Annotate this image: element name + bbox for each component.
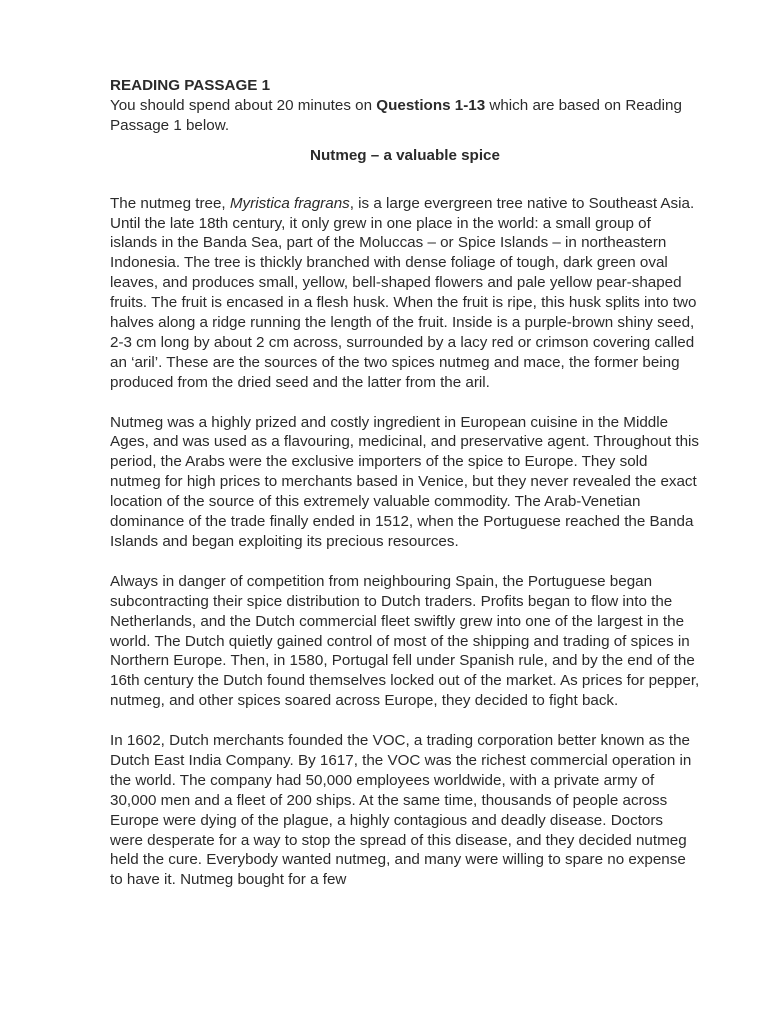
paragraph-1-start: The nutmeg tree, (110, 194, 230, 212)
paragraph-1-rest: , is a large evergreen tree native to Southeast Asia. Until the late 18th century, it only grew in one place in the world: a small group of islands in the Banda Sea, part of the Moluccas – or Spice Islands – in northeastern Indonesia. The tree is thickly branched with dense foliage of tough, dark green oval leaves, and produces small, yellow, bell-shaped flowers and pale yellow pear-shaped fruits. The fruit is encased in a flesh husk. When the fruit is ripe, this husk splits into two halves along a ridge running the length of the fruit. Inside is a purple-brown shiny seed, 2-3 cm long by about 2 cm across, surrounded by a lacy red or crimson covering called an ‘aril’. These are the sources of the two spices nutmeg and mace, the former being produced from the dried seed and the latter from the aril. (110, 194, 697, 391)
instructions-questions-range: Questions 1-13 (376, 96, 486, 114)
paragraph-1 (110, 194, 700, 393)
instructions-text-before: You should spend about 20 minutes on (110, 96, 377, 114)
reading-passage (110, 76, 700, 910)
paragraph-3: Always in danger of competition from neighbouring Spain, the Portuguese began subcontracting their spice distribution to Dutch traders. Profits began to flow into the Netherlands, and the Dutch commercial fleet swiftly grew into one of the largest in the world. The Dutch quietly gained control of most of the shipping and trading of spices in Northern Europe. Then, in 1580, Portugal fell under Spanish rule, and by the end of the 16th century the Dutch found themselves locked out of the market. As prices for pepper, nutmeg, and other spices soared across Europe, they decided to fight back. (110, 572, 700, 710)
passage-instructions (110, 96, 700, 136)
passage-title: Nutmeg – a valuable spice (310, 146, 500, 164)
paragraph-2: Nutmeg was a highly prized and costly ingredient in European cuisine in the Middle Ages, and was used as a flavouring, medicinal, and preservative agent. Throughout this period, the Arabs were the exclusive importers of the spice to Europe. They sold nutmeg for high prices to merchants based in Venice, but they never revealed the exact location of the source of this extremely valuable commodity. The Arab-Venetian dominance of the trade finally ended in 1512, when the Portuguese reached the Banda Islands and began exploiting its precious resources. (110, 413, 700, 551)
paragraph-4: In 1602, Dutch merchants founded the VOC, a trading corporation better known as the Dutch East India Company. By 1617, the VOC was the richest commercial operation in the world. The company had 50,000 employees worldwide, with a private army of 30,000 men and a fleet of 200 ships. At the same time, thousands of people across Europe were dying of the plague, a highly contagious and deadly disease. Doctors were desperate for a way to stop the spread of this disease, and they decided nutmeg held the cure. Everybody wanted nutmeg, and many were willing to spare no expense to have it. Nutmeg bought for a few (110, 732, 692, 889)
species-name: Myristica fragrans (229, 194, 350, 212)
passage-heading: READING PASSAGE 1 (110, 77, 271, 94)
instructions-text-after: which are based on Reading Passage 1 below. (110, 96, 682, 134)
